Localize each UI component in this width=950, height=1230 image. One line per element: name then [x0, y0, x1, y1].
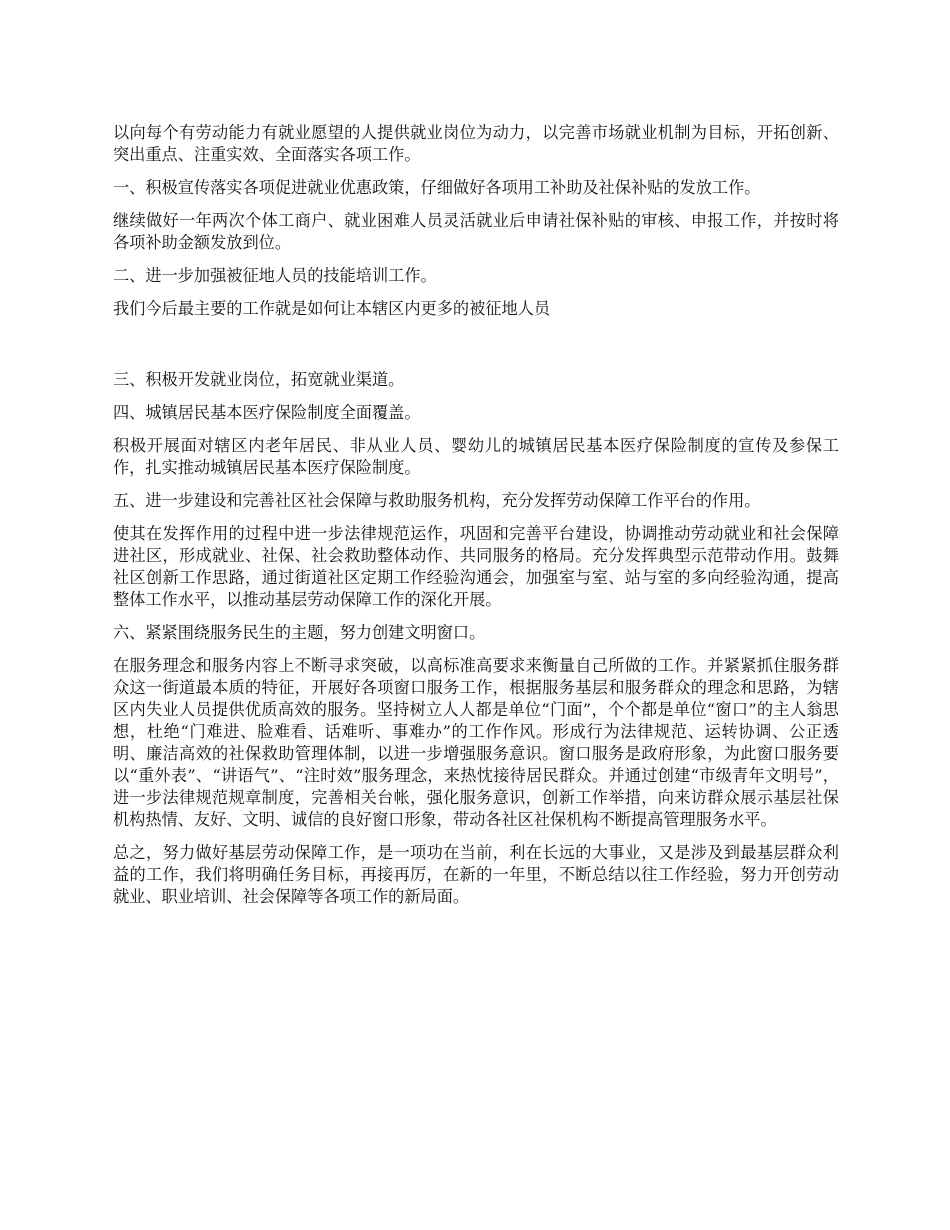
paragraph-section-4: 积极开展面对辖区内老年居民、非从业人员、婴幼儿的城镇居民基本医疗保险制度的宣传及参保工作，扎实推动城镇居民基本医疗保险制度。	[113, 436, 839, 477]
heading-section-1: 一、积极宣传落实各项促进就业优惠政策，仔细做好各项用工补助及社保补贴的发放工作。	[113, 178, 761, 197]
paragraph-section-2: 我们今后最主要的工作就是如何让本辖区内更多的被征地人员	[113, 299, 551, 318]
paragraph-section-1: 继续做好一年两次个体工商户、就业困难人员灵活就业后申请社保补贴的审核、申报工作，并按时将各项补助金额发放到位。	[113, 211, 839, 252]
heading-section-3: 三、积极开发就业岗位，拓宽就业渠道。	[113, 370, 405, 389]
paragraph-section-5: 使其在发挥作用的过程中进一步法律规范运作，巩固和完善平台建设，协调推动劳动就业和社会保障进社区，形成就业、社保、社会救助整体动作、共同服务的格局。充分发挥典型示范带动作用。鼓舞社区创新工作思路，通过街道社区定期工作经验沟通会，加强室与室、站与室的多向经验沟通，提高整体工作水平，以推动基层劳动保障工作的深化开展。	[113, 524, 839, 609]
paragraph-conclusion: 总之，努力做好基层劳动保障工作，是一项功在当前，利在长远的大事业，又是涉及到最基层群众利益的工作，我们将明确任务目标，再接再厉，在新的一年里，不断总结以往工作经验，努力开创劳动就业、职业培训、社会保障等各项工作的新局面。	[113, 843, 839, 906]
paragraph-section-6: 在服务理念和服务内容上不断寻求突破，以高标准高要求来衡量自己所做的工作。并紧紧抓住服务群众这一街道最本质的特征，开展好各项窗口服务工作，根据服务基层和服务群众的理念和思路，为辖区内失业人员提供优质高效的服务。坚持树立人人都是单位“门面”，个个都是单位“窗口”的主人翁思想，杜绝“门难进、脸难看、话难听、事难办”的工作作风。形成行为法律规范、运转协调、公正透明、廉洁高效的社保救助管理体制，以进一步增强服务意识。窗口服务是政府形象，为此窗口服务要以“重外表”、“讲语气”、“注时效”服务理念，来热忱接待居民群众。并通过创建“市级青年文明号”，进一步法律规范规章制度，完善相关台帐，强化服务意识，创新工作举措，向来访群众展示基层社保机构热情、友好、文明、诚信的良好窗口形象，带动各社区社保机构不断提高管理服务水平。	[113, 656, 839, 829]
heading-section-6: 六、紧紧围绕服务民生的主题，努力创建文明窗口。	[113, 623, 486, 642]
heading-section-4: 四、城镇居民基本医疗保险制度全面覆盖。	[113, 403, 421, 422]
paragraph-intro: 以向每个有劳动能力有就业愿望的人提供就业岗位为动力，以完善市场就业机制为目标，开拓创新、突出重点、注重实效、全面落实各项工作。	[113, 123, 839, 164]
heading-section-5: 五、进一步建设和完善社区社会保障与救助服务机构，充分发挥劳动保障工作平台的作用。	[113, 491, 761, 510]
heading-section-2: 二、进一步加强被征地人员的技能培训工作。	[113, 266, 437, 285]
document-body	[113, 122, 839, 919]
